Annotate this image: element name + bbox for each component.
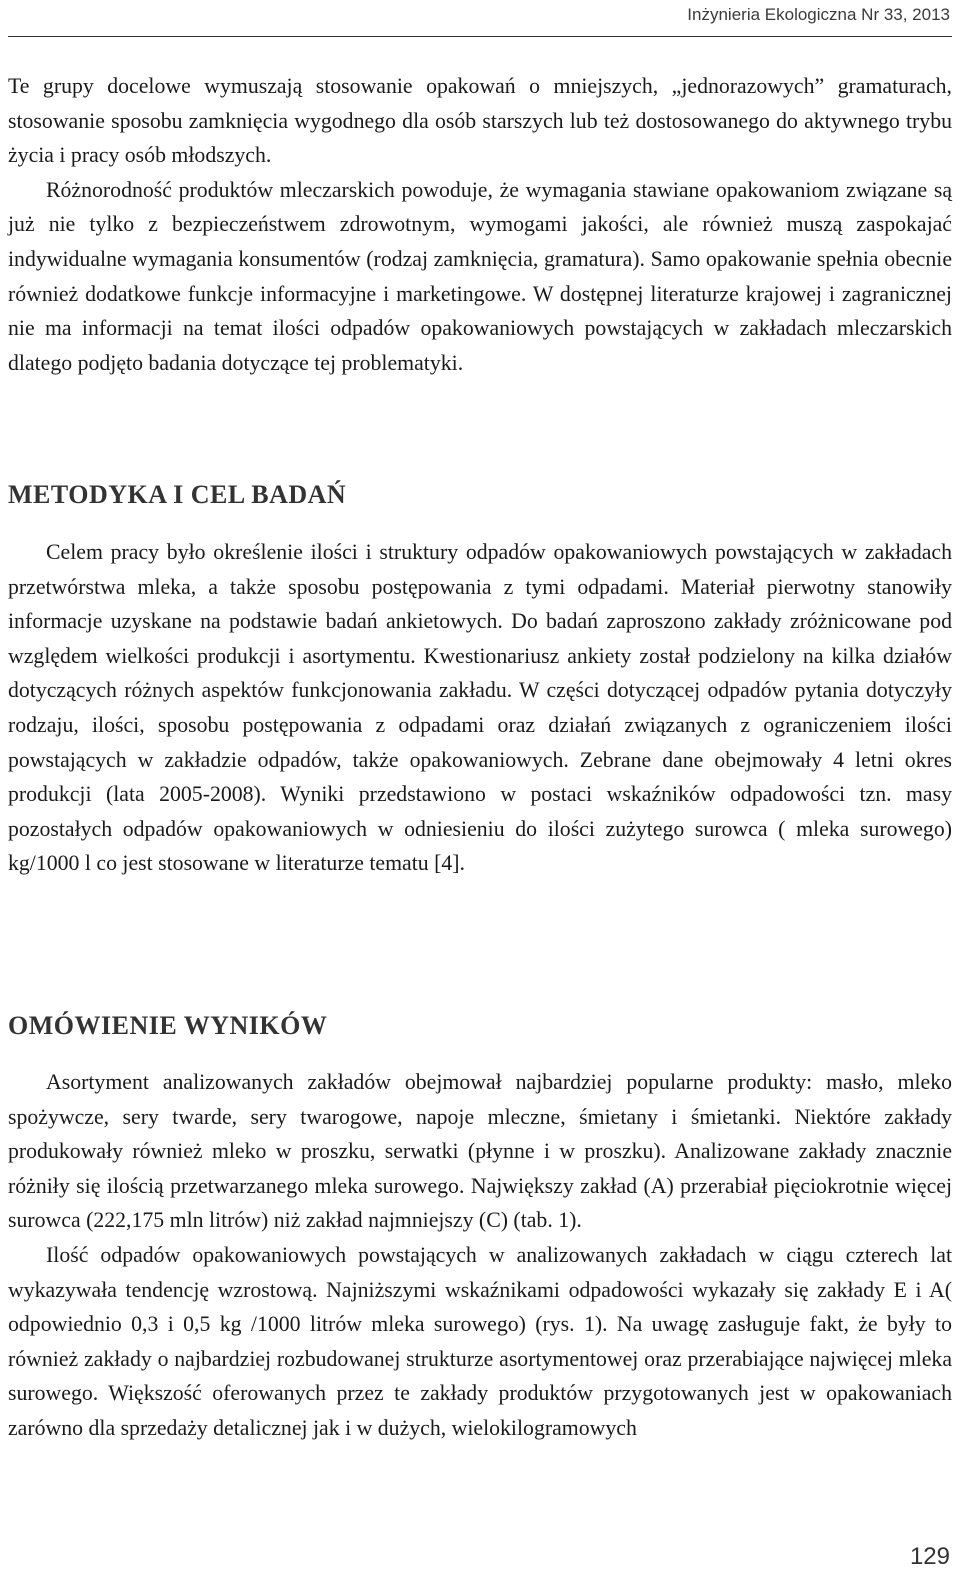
results-paragraph-1: Asortyment analizowanych zakładów obejmował najbardziej popularne produkty: masło, mleko spożywcze, sery twarde, sery twarogowe, napoje mleczne, śmietany i śmietanki. Niektóre zakłady produkowały również mleko w proszku, serwatki (płynne i w proszku). Analizowane zakłady znacznie różniły się ilością przetwarzanego mleka surowego. Największy zakład (A) przerabiał pięciokrotnie więcej surowca (222,175 mln litrów) niż zakład najmniejszy (C) (tab. 1).	[8, 1070, 952, 1233]
results-paragraph-2: Ilość odpadów opakowaniowych powstających w analizowanych zakładach w ciągu czterech lat wykazywała tendencję wzrostową. Najniższymi wskaźnikami odpadowości wykazały się zakłady E i A( odpowiednio 0,3 i 0,5 kg /1000 litrów mleka surowego) (rys. 1). Na uwagę zasługuje fakt, że były to również zakłady o najbardziej rozbudowanej strukturze asortymentowej oraz przerabiające najwięcej mleka surowego. Większość oferowanych przez te zakłady produktów przygotowanych jest w opakowaniach zarówno dla sprzedaży detalicznej jak i w dużych, wielokilogramowych	[8, 1242, 952, 1440]
methods-text	[8, 535, 952, 881]
page-number: 129	[909, 1543, 950, 1570]
section-heading-methods: METODYKA I CEL BADAŃ	[8, 480, 347, 509]
header-divider	[8, 36, 952, 37]
results-text	[8, 1065, 952, 1446]
section-heading-results: OMÓWIENIE WYNIKÓW	[8, 1011, 328, 1040]
running-header: Inżynieria Ekologiczna Nr 33, 2013	[687, 5, 950, 24]
intro-paragraph-1: Te grupy docelowe wymuszają stosowanie opakowań o mniejszych, „jednorazowych” gramaturach, stosowanie sposobu zamknięcia wygodnego dla osób starszych lub też dostosowanego do aktywnego trybu życia i pracy osób młodszych.	[8, 74, 952, 168]
intro-paragraph-2: Różnorodność produktów mleczarskich powoduje, że wymagania stawiane opakowaniom związane są już nie tylko z bezpieczeństwem zdrowotnym, wymogami jakości, ale również muszą zaspokajać indywidualne wymagania konsumentów (rodzaj zamknięcia, gramatura). Samo opakowanie spełnia obecnie również dodatkowe funkcje informacyjne i marketingowe. W dostępnej literaturze krajowej i zagranicznej nie ma informacji na temat ilości odpadów opakowaniowych powstających w zakładach mleczarskich dlatego podjęto badania dotyczące tej problematyki.	[8, 177, 952, 375]
intro-text	[8, 69, 952, 380]
methods-paragraph-1: Celem pracy było określenie ilości i struktury odpadów opakowaniowych powstających w zakładach przetwórstwa mleka, a także sposobu postępowania z tymi odpadami. Materiał pierwotny stanowiły informacje uzyskane na podstawie badań ankietowych. Do badań zaproszono zakłady zróżnicowane pod względem wielkości produkcji i asortymentu. Kwestionariusz ankiety został podzielony na kilka działów dotyczących różnych aspektów funkcjonowania zakładu. W części dotyczącej odpadów pytania dotyczyły rodzaju, ilości, sposobu postępowania z odpadami oraz działań związanych z ograniczeniem ilości powstających w zakładzie odpadów, także opakowaniowych. Zebrane dane obejmowały 4 letni okres produkcji (lata 2005-2008). Wyniki przedstawiono w postaci wskaźników odpadowości tzn. masy pozostałych odpadów opakowaniowych w odniesieniu do ilości zużytego surowca ( mleka surowego) kg/1000 l co jest stosowane w literaturze tematu [4].	[8, 540, 952, 876]
